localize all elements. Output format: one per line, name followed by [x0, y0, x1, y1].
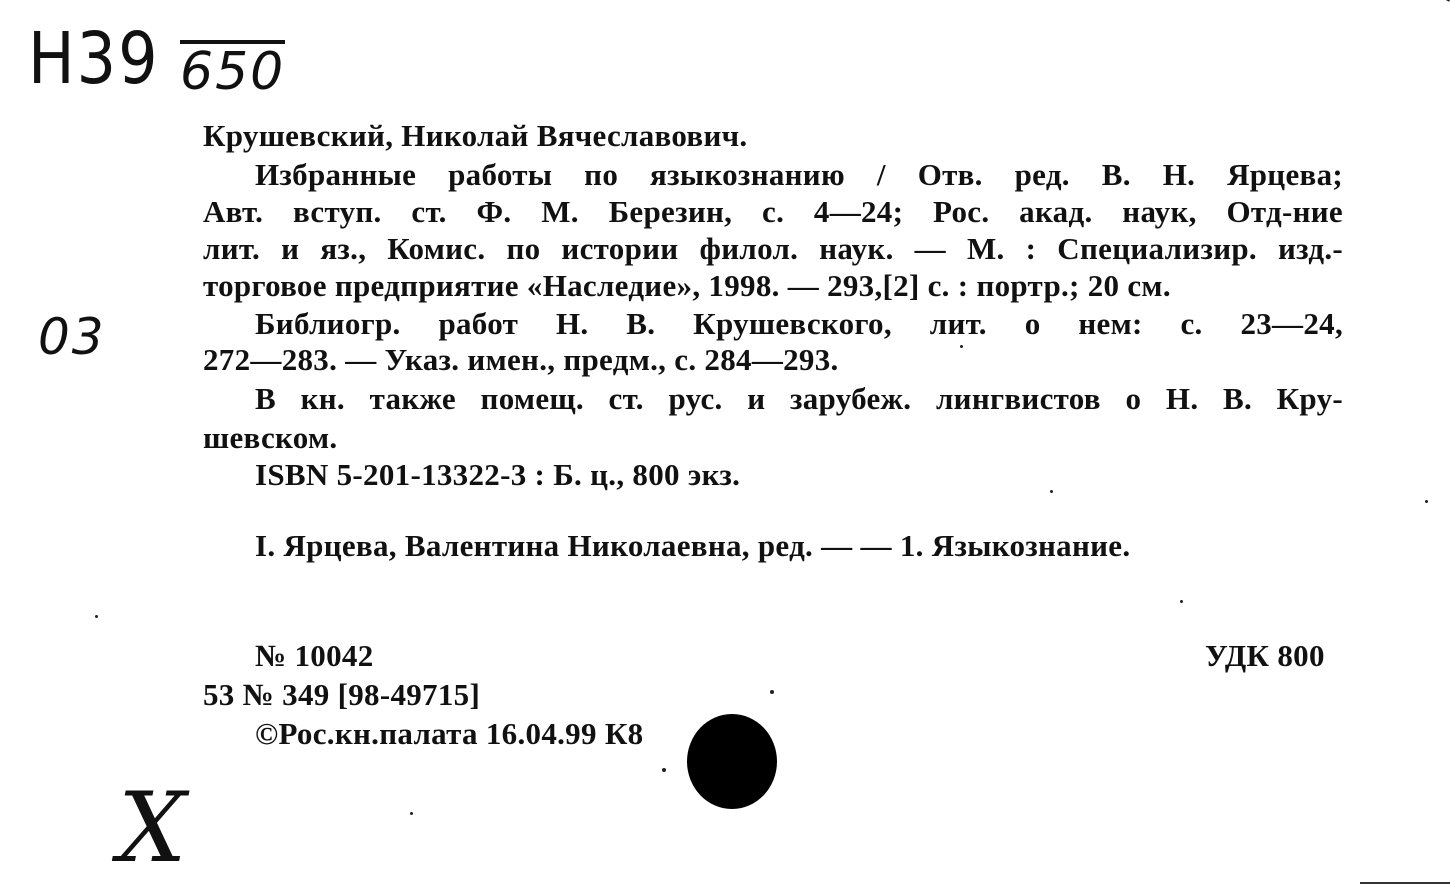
udk-code: УДК 800	[1205, 638, 1325, 673]
speck	[95, 615, 98, 618]
bottom-edge-line	[1360, 882, 1450, 884]
ink-blot	[687, 714, 777, 809]
corner-scratch	[1396, 0, 1450, 2]
speck	[1180, 600, 1183, 603]
speck	[1050, 490, 1053, 493]
author-heading: Крушевский, Николай Вячеславович.	[203, 118, 748, 153]
handwritten-mark-x: Х	[118, 772, 189, 884]
copyright-line: ©Рос.кн.палата 16.04.99 К8	[255, 716, 644, 751]
speck	[960, 345, 963, 348]
title-line-4: торговое предприятие «Наследие», 1998. — 293,[2] с. : портр.; 20 см.	[203, 268, 1171, 303]
speck	[1425, 500, 1428, 503]
handwritten-shelf-code: Н39	[28, 16, 160, 101]
speck	[410, 812, 413, 815]
registry-line: 53 № 349 [98-49715]	[203, 677, 481, 712]
speck	[662, 768, 666, 772]
speck	[770, 690, 774, 694]
title-line-3: лит. и яз., Комис. по истории филол. наук. — М. : Специализир. изд.-	[203, 231, 1343, 266]
card-number: № 10042	[255, 638, 374, 673]
title-line-2: Авт. вступ. ст. Ф. М. Березин, с. 4—24; Рос. акад. наук, Отд-ние	[203, 194, 1343, 229]
bibliography-line-2: 272—283. — Указ. имен., предм., с. 284—293.	[203, 342, 839, 377]
bibliography-line-1: Библиогр. работ Н. В. Крушевского, лит. о нем: с. 23—24,	[255, 306, 1343, 341]
tracings-line: I. Ярцева, Валентина Николаевна, ред. — — 1. Языкознание.	[255, 528, 1131, 563]
note-line-1: В кн. также помещ. ст. рус. и зарубеж. лингвистов о Н. В. Кру-	[255, 381, 1343, 416]
isbn-line: ISBN 5-201-13322-3 : Б. ц., 800 экз.	[255, 457, 741, 492]
handwritten-shelf-number: 650	[180, 42, 286, 102]
handwritten-mark-03: 03	[38, 308, 106, 366]
title-line-1: Избранные работы по языкознанию / Отв. ред. В. Н. Ярцева;	[255, 157, 1343, 192]
note-line-2: шевском.	[203, 420, 338, 455]
